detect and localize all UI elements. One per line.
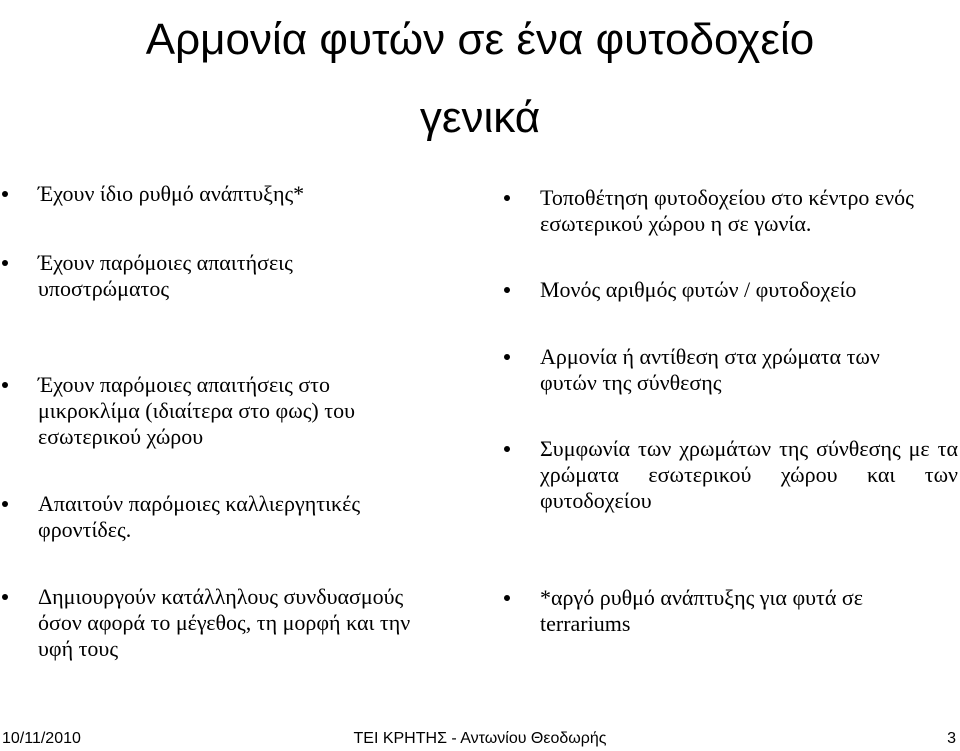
bullet-text: Έχουν ίδιο ρυθμό ανάπτυξης*	[38, 181, 305, 206]
bullet-item	[540, 185, 940, 237]
bullet-item	[540, 436, 958, 514]
slide-title-line-1: Αρμονία φυτών σε ένα φυτοδοχείο	[145, 15, 815, 64]
bullet-icon	[504, 287, 510, 293]
bullet-item	[38, 372, 413, 450]
slide-title	[0, 0, 960, 157]
bullet-text: Δημιουργούν κατάλληλους συνδυασμούς όσον αφορά το μέγεθος, τη μορφή και την υφή τους	[38, 584, 411, 661]
bullet-text: Απαιτούν παρόμοιες καλλιεργητικές φροντίδες.	[38, 491, 361, 542]
bullet-icon	[504, 595, 510, 601]
footer-author: ΤΕΙ ΚΡΗΤΗΣ - Αντωνίου Θεοδωρής	[353, 730, 607, 747]
bullet-icon	[2, 501, 8, 507]
bullet-text: Αρμονία ή αντίθεση στα χρώματα των φυτών της σύνθεσης	[540, 344, 880, 395]
bullet-item	[540, 277, 945, 303]
footer-date: 10/11/2010	[2, 730, 81, 747]
bullet-icon	[2, 382, 8, 388]
bullet-item	[38, 584, 448, 662]
bullet-icon	[2, 191, 8, 197]
bullet-item	[38, 250, 368, 302]
bullet-text: *αργό ρυθμό ανάπτυξης για φυτά σε terrariums	[540, 585, 864, 636]
bullet-icon	[504, 354, 510, 360]
bullet-item	[38, 491, 443, 543]
slide-footer	[0, 727, 960, 751]
bullet-item	[38, 181, 438, 207]
slide-title-line-2: γενικά	[419, 93, 541, 142]
bullet-icon	[2, 594, 8, 600]
footer-page-number: 3	[947, 730, 956, 747]
bullet-text: Τοποθέτηση φυτοδοχείου στο κέντρο ενός εσωτερικού χώρου η σε γωνία.	[540, 185, 914, 236]
bullet-item	[540, 344, 930, 396]
bullet-text: Μονός αριθμός φυτών / φυτοδοχείο	[540, 277, 857, 302]
bullet-text: Έχουν παρόμοιες απαιτήσεις στο μικροκλίμα (ιδιαίτερα στο φως) του εσωτερικού χώρου	[38, 372, 355, 449]
bullet-text: Συμφωνία των χρωμάτων της σύνθεσης με τα χρώματα εσωτερικού χώρου και των φυτοδοχείου	[540, 436, 958, 513]
bullet-icon	[2, 260, 8, 266]
bullet-item	[540, 585, 945, 637]
bullet-icon	[504, 195, 510, 201]
bullet-text: Έχουν παρόμοιες απαιτήσεις υποστρώματος	[38, 250, 293, 301]
bullet-icon	[504, 446, 510, 452]
